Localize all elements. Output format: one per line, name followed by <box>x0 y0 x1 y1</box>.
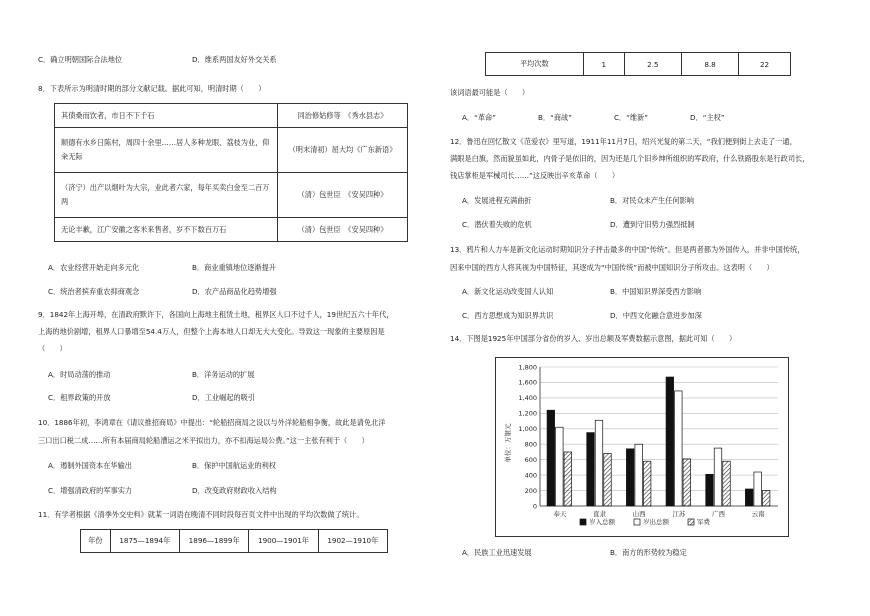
y-axis-label: 单位：万银元 <box>504 423 512 463</box>
q11-header-cell: 年份 <box>81 530 111 553</box>
q11-header-cell: 1900—1901年 <box>249 530 318 553</box>
q9-stem-1: 9．1842年上海开埠，在清政府默许下，各国向上海地主租赁土地，租界区人口不过千人，19世纪五六十年代， <box>38 310 394 319</box>
bar <box>762 491 770 506</box>
bar <box>587 433 595 506</box>
y-tick-label: 0 <box>532 502 537 511</box>
bar <box>666 377 674 506</box>
x-tick-label: 江苏 <box>672 510 686 518</box>
q11-header-cell: 1875—1894年 <box>110 530 179 553</box>
q9-option-b: B．洋务运动的扩展 <box>192 370 255 379</box>
bar <box>723 461 731 506</box>
q9-option-d: D．工业崛起的吸引 <box>192 393 256 402</box>
q10-option-c: C．增强清政府的军事实力 <box>48 486 133 495</box>
q11-header-cell: 1902—1910年 <box>318 530 387 553</box>
q8-option-b: B．商业重镇地位逐渐提升 <box>192 263 276 272</box>
bar <box>683 459 691 506</box>
q11-row-cell: 1 <box>583 53 624 76</box>
y-tick-label: 1,000 <box>518 425 537 434</box>
q11-question: 该词语最可能是（ ） <box>450 88 530 97</box>
x-tick-label: 广西 <box>712 510 725 518</box>
q10-stem-2: 三口出口税二成……所有本届商局轮船漕运之米平拟出力，亦不扣海运局公费。”这一主张有利于（ ） <box>38 436 369 445</box>
q8-source: 同治修姑修等 《秀水县志》 <box>278 104 408 128</box>
q10-stem-1: 10．1886年初，李鸿章在《请议推招商局》中提出：“轮船招商局之设以与外洋轮船相争衡，故此是请免北洋 <box>38 418 386 427</box>
q10-option-b: B．保护中国航运业的利权 <box>192 461 276 470</box>
y-tick-label: 200 <box>524 486 537 495</box>
q8-option-d: D．农产品商品化趋势增强 <box>192 287 277 296</box>
bar <box>675 391 683 506</box>
q11-row-cell: 22 <box>739 53 791 76</box>
q8-cell: 无论丰歉，江广安徽之客米来售者，岁不下数百万石 <box>55 218 278 242</box>
y-tick-label: 800 <box>524 440 537 449</box>
q8-table <box>54 103 408 242</box>
q12-stem-3: 钱店掌柜是军械司长……”这反映出辛亥革命（ ） <box>450 171 620 180</box>
q7-option-c: C．确立明朝国际合法地位 <box>38 55 123 64</box>
y-tick-label: 1,800 <box>518 363 537 372</box>
q11-row-cell: 2.5 <box>624 53 681 76</box>
q13-option-b: B．中国知识界深受西方影响 <box>610 287 702 296</box>
x-tick-label: 云南 <box>751 510 765 518</box>
q8-source: （明末清初）屈大均《广东新语》 <box>278 128 408 173</box>
q8-source: （清）包世臣 《安吴四种》 <box>278 173 408 218</box>
y-tick-label: 1,200 <box>518 409 537 418</box>
q13-option-c: C．西方思想成为知识界共识 <box>462 311 554 320</box>
bar <box>556 427 564 506</box>
bar <box>635 444 643 506</box>
legend-label: 岁入总额 <box>589 518 615 526</box>
q11-option-d: D．“主权” <box>690 113 725 122</box>
x-tick-label: 山西 <box>632 510 646 518</box>
q13-option-d: D．中西文化融合意进步加深 <box>610 311 702 320</box>
bar <box>595 420 603 506</box>
q12-stem-1: 12．鲁迅在回忆散文《范爱农》里写道，1911年11月7日，绍兴光复的第二天，“我们便到街上去走了一通， <box>450 137 797 146</box>
bar <box>714 448 722 506</box>
q11-header-cell: 1896—1899年 <box>180 530 249 553</box>
bar <box>564 452 572 506</box>
q11-option-c: C．“维新” <box>614 113 649 122</box>
q12-stem-2: 满眼是白旗，然而貌虽如此，内骨子是依旧的，因为还是几个旧乡绅所组织的军政府，什么铁路股东是行政司长， <box>450 154 810 163</box>
bar <box>547 410 555 506</box>
q11-row-cell: 8.8 <box>681 53 738 76</box>
q8-option-c: C．统治者摈弃重农抑商观念 <box>48 287 140 296</box>
q9-option-c: C．租界政策的开放 <box>48 393 111 402</box>
bar <box>643 461 651 506</box>
q14-option-b: B．南方的形势较为稳定 <box>610 548 687 557</box>
q13-stem-2: 因来中国的西方人将其视为中国特征，其逐成为“中国传统”而被中国知识分子所攻击。这表明（ ） <box>450 263 774 272</box>
q10-option-a: A．遏制外国资本在华输出 <box>48 461 132 470</box>
q8-stem: 8．下表所示为明清时期的部分文献记载。据此可知，明清时期（ ） <box>38 84 266 93</box>
x-tick-label: 奉天 <box>553 510 567 518</box>
y-tick-label: 1,600 <box>518 378 537 387</box>
q8-source: （清）包世臣 《安吴四种》 <box>278 218 408 242</box>
finance-chart <box>495 357 789 537</box>
bar <box>604 453 612 506</box>
q11-option-a: A．“革命” <box>462 113 496 122</box>
q11-row-cell: 平均次数 <box>486 53 584 76</box>
q12-option-a: A．发展进程充满曲折 <box>462 196 532 205</box>
q8-cell: 顺德有水乡日陈村，周四十余里……居人多种龙眼、荔枝为业，仰籴无际 <box>55 128 278 173</box>
q8-option-a: A．农业经营开始走向多元化 <box>48 263 140 272</box>
legend-swatch <box>580 519 586 525</box>
q12-option-d: D．遭到守旧势力强烈抵制 <box>610 220 695 229</box>
finance-chart-svg <box>496 358 788 536</box>
q11-stem: 11．有学者根据《清季外交史料》就某一词语在晚清不同时段每百页文件中出现的平均次数做了统计。 <box>38 510 364 519</box>
q8-cell: （济宁）出产以烟叶为大宗，业此者六家，每年买卖白金至二百万两 <box>55 173 278 218</box>
bar <box>745 489 753 506</box>
q8-cell: 其债桑而饮者，市日不下千石 <box>55 104 278 128</box>
bar <box>626 449 634 506</box>
q11-table-header <box>80 529 388 553</box>
legend-label: 军费 <box>697 518 710 526</box>
y-tick-label: 600 <box>524 455 537 464</box>
legend-label: 岁出总额 <box>643 518 669 526</box>
y-tick-label: 1,400 <box>518 394 537 403</box>
q7-option-d: D．维系两国友好外交关系 <box>192 55 277 64</box>
bar <box>754 472 762 506</box>
q10-option-d: D．改变政府财政收入结构 <box>192 486 277 495</box>
y-tick-label: 400 <box>524 471 537 480</box>
q14-stem: 14．下图是1925年中国部分省份的岁入、岁出总额及军费数据示意图，据此可知（ ） <box>450 334 737 343</box>
q9-stem-3: （ ） <box>38 344 67 353</box>
q14-option-a: A．民族工业迅速发展 <box>462 548 532 557</box>
bar <box>706 474 714 506</box>
q11-table-row <box>485 52 791 76</box>
legend-swatch <box>688 519 694 525</box>
q9-stem-2: 上海的地价剧增，租界人口暴增至54.4万人，但整个上海本地人口却无大大变化。导致这一现象的主要原因是 <box>38 327 385 336</box>
q12-option-c: C．潜伏着失败的危机 <box>462 220 532 229</box>
q13-stem-1: 13．鸦片和人力车是新文化运动时期知识分子抨击最多的中国“传统”。但是两者都为外国传入，并非中国传统， <box>450 245 805 254</box>
q13-option-a: A．新文化运动改变国人认知 <box>462 287 554 296</box>
q11-option-b: B．“商战” <box>538 113 572 122</box>
q12-option-b: B．对民众未产生任何影响 <box>610 196 694 205</box>
q9-option-a: A．时局动荡的推动 <box>48 370 111 379</box>
x-tick-label: 直隶 <box>593 510 606 518</box>
legend-swatch <box>634 519 640 525</box>
